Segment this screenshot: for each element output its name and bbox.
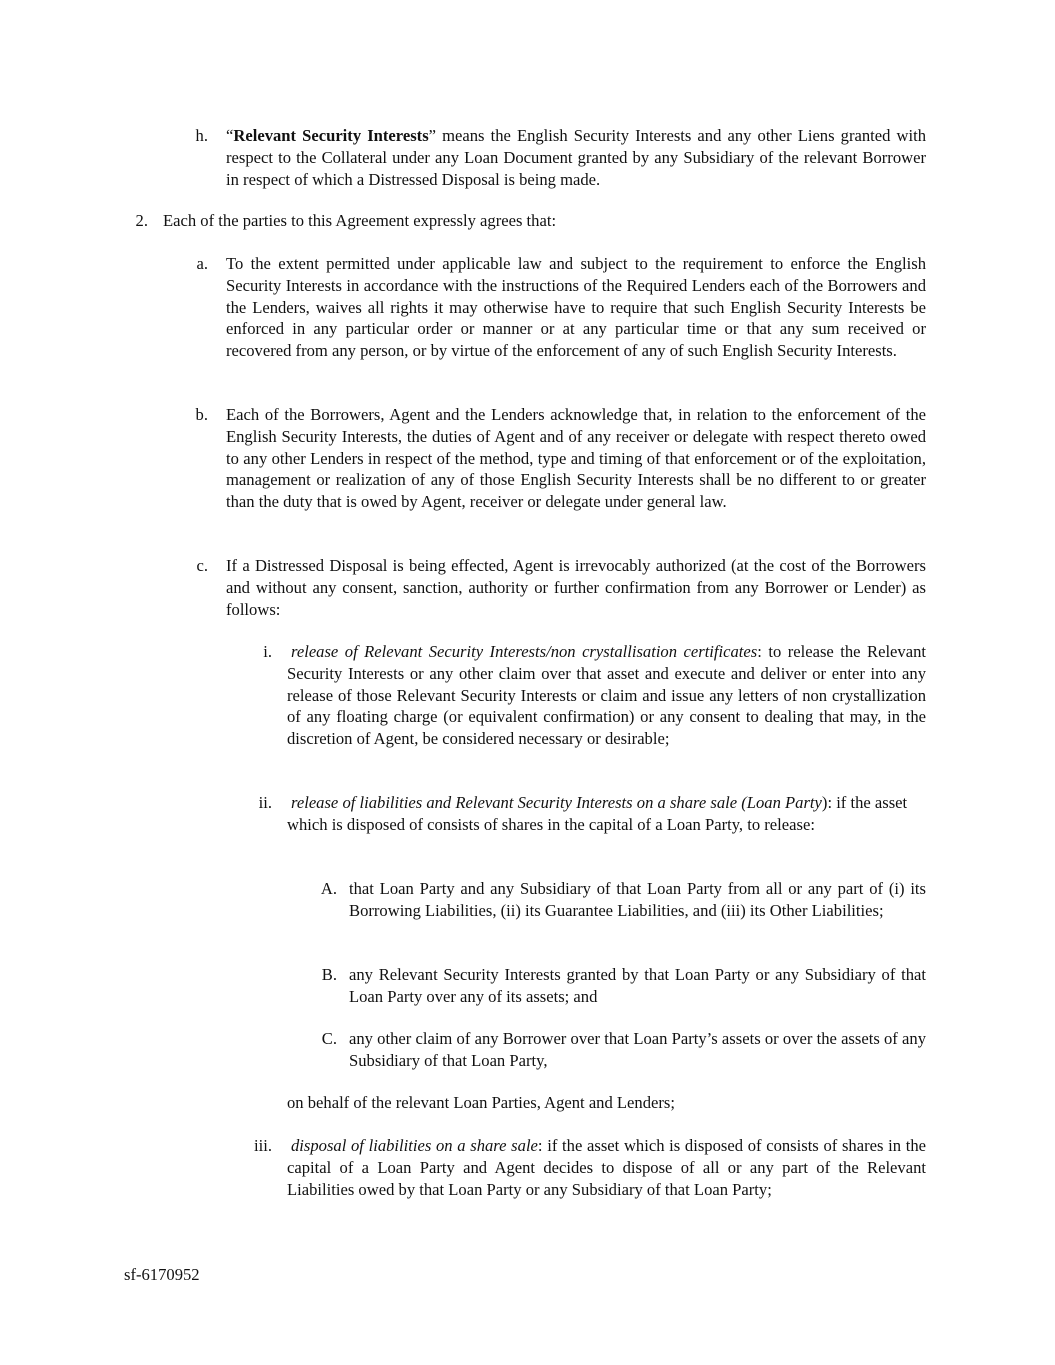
clause-c-marker: c. <box>196 556 208 575</box>
section-2-text: Each of the parties to this Agreement expressly agrees that: <box>163 211 557 230</box>
clause-b-marker: b. <box>195 405 208 424</box>
clause-c-ii-marker: ii. <box>258 793 272 812</box>
clause-a-marker: a. <box>196 254 208 273</box>
clause-c-iii-marker: iii. <box>254 1136 272 1155</box>
clause-c-ii-B-text: any Relevant Security Interests granted by that Loan Party or any Subsidiary of that Loan Party over any of its assets; and <box>349 965 926 1006</box>
defined-term: Relevant Security Interests <box>233 126 429 145</box>
clause-c-ii-A-marker: A. <box>320 879 337 898</box>
clause-h-marker: h. <box>195 126 208 145</box>
clause-c-ii-A-text: that Loan Party and any Subsidiary of that Loan Party from all or any part of (i) its Borrowing Liabilities, (ii) its Guarantee Liabilities, and (iii) its Other Liabilities; <box>349 879 926 920</box>
section-2-marker: 2. <box>135 211 148 230</box>
clause-c-ii-text: release of liabilities and Relevant Security Interests on a share sale (Loan Party): if the asset which is disposed of consists of shares in the capital of a Loan Party, to release: <box>287 793 908 834</box>
clause-c-ii-closing: on behalf of the relevant Loan Parties, Agent and Lenders; <box>287 1093 675 1112</box>
clause-c-iii-heading: disposal of liabilities on a share sale <box>291 1136 538 1155</box>
clause-h-text: “Relevant Security Interests” means the English Security Interests and any other Liens granted with respect to the Collateral under any Loan Document granted by any Subsidiary of the relevant Borrower in respect of which a Distressed Disposal is being made. <box>226 126 926 189</box>
clause-c-i-marker: i. <box>263 642 272 661</box>
clause-c-ii-C-marker: C. <box>321 1029 337 1048</box>
clause-c-i-heading: release of Relevant Security Interests/non crystallisation certificates <box>291 642 758 661</box>
clause-c-ii-C-text: any other claim of any Borrower over that Loan Party’s assets or over the assets of any Subsidiary of that Loan Party, <box>349 1029 926 1070</box>
clause-c-iii-text: disposal of liabilities on a share sale: if the asset which is disposed of consists of shares in the capital of a Loan Party and Agent decides to dispose of all or any part of the Relevant Liabilities owed by that Loan Party or any Subsidiary of that Loan Party; <box>287 1136 926 1199</box>
document-id-footer: sf-6170952 <box>124 1265 200 1284</box>
clause-b-text: Each of the Borrowers, Agent and the Lenders acknowledge that, in relation to the enforcement of the English Security Interests, the duties of Agent and of any receiver or delegate with respect thereto owed to any other Lenders in respect of the method, type and timing of that enforcement or of the exploitation, management or realization of any of those English Security Interests shall be no different to or greater than the duty that is owed by Agent, receiver or delegate under general law. <box>226 405 926 512</box>
clause-a-text: To the extent permitted under applicable law and subject to the requirement to enforce the English Security Interests in accordance with the instructions of the Required Lenders each of the Borrowers and the Lenders, waives all rights it may otherwise have to require that such English Security Interests be enforced in any particular order or manner or at any particular time or that any sum received or recovered from any person, or by virtue of the enforcement of any of such English Security Interests. <box>226 254 926 361</box>
clause-c-ii-B-marker: B. <box>321 965 337 984</box>
clause-c-i-text: release of Relevant Security Interests/non crystallisation certificates: to release the Relevant Security Interests or any other claim over that asset and execute and deliver or enter into any release of those Relevant Security Interests or claim and issue any letters of non crystallization of any floating charge (or equivalent confirmation) or any consent to dealing that may, in the discretion of Agent, be considered necessary or desirable; <box>287 642 926 749</box>
clause-c-text: If a Distressed Disposal is being effected, Agent is irrevocably authorized (at the cost of the Borrowers and without any consent, sanction, authority or further confirmation from any Borrower or Lender) as follows: <box>226 556 926 619</box>
clause-c-ii-heading: release of liabilities and Relevant Security Interests on a share sale (Loan Party <box>291 793 822 812</box>
